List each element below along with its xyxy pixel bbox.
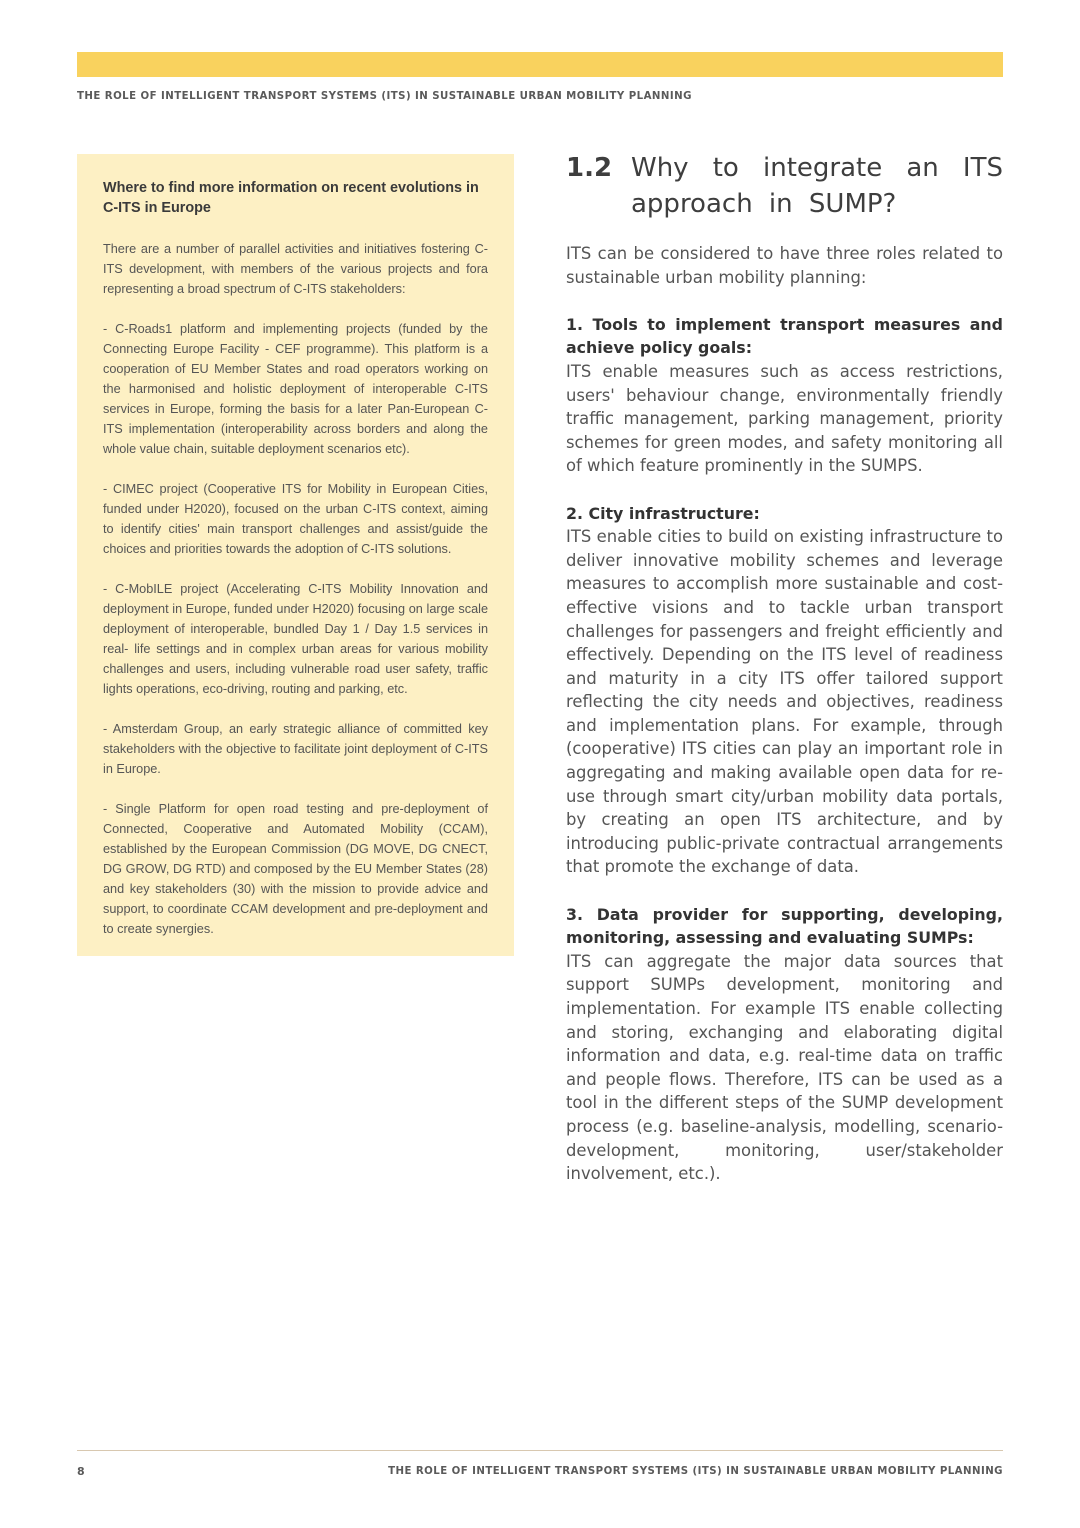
running-header: THE ROLE OF INTELLIGENT TRANSPORT SYSTEMS (ITS) IN SUSTAINABLE URBAN MOBILITY PLANNING — [77, 91, 692, 102]
sidebox-paragraph: - C-Roads1 platform and implementing projects (funded by the Connecting Europe Facility - CEF programme). This platform is a cooperation of EU Member States and road operators working on the harmonised and holistic deployment of interoperable C-ITS services in Europe, forming the basis for a later Pan-European C-ITS implementation (interoperability across borders and along the whole value chain, suitable deployment scenarios etc). — [103, 322, 488, 456]
role-heading: 2. City infrastructure: — [566, 503, 760, 523]
page-number: 8 — [77, 1465, 85, 1478]
header-accent-bar — [77, 52, 1003, 77]
role-heading: 3. Data provider for supporting, developing, monitoring, assessing and evaluating SUMPs: — [566, 904, 1003, 948]
main-column — [566, 150, 1003, 1186]
footer-divider — [77, 1450, 1003, 1451]
sidebox-paragraph: - CIMEC project (Cooperative ITS for Mobility in European Cities, funded under H2020), focused on the urban C-ITS context, aiming to identify cities' main transport challenges and assist/guide the choices and priorities towards the adoption of C-ITS solutions. — [103, 482, 488, 556]
role-body: ITS can aggregate the major data sources that support SUMPs development, monitoring and implementation. For example ITS enable collecting and storing, exchanging and elaborating digital information and data, e.g. real-time data on traffic and people flows. Therefore, ITS can be used as a tool in the different steps of the SUMP development process (e.g. baseline-analysis, modelling, scenario-development, monitoring, user/stakeholder involvement, etc.). — [566, 951, 1003, 1184]
info-sidebox — [77, 154, 514, 956]
section-title: Why to integrate an ITS approach in SUMP? — [631, 153, 1003, 219]
sidebox-paragraph: - C-MobILE project (Accelerating C-ITS Mobility Innovation and deployment in Europe, funded under H2020) focusing on large scale deployment of interoperable, bundled Day 1 / Day 1.5 services in real- life settings and in complex urban areas for various mobility challenges and users, including vulnerable road user safety, traffic lights operations, eco-driving, routing and parking, etc. — [103, 582, 488, 696]
role-heading: 1. Tools to implement transport measures and achieve policy goals: — [566, 314, 1003, 358]
section-heading — [566, 150, 1003, 222]
sidebox-paragraph: - Single Platform for open road testing and pre-deployment of Connected, Cooperative and Automated Mobility (CCAM), established by the European Commission (DG MOVE, DG CNECT, DG GROW, DG RTD) and composed by the EU Member States (28) and key stakeholders (30) with the mission to provide advice and support, to coordinate CCAM development and pre-deployment and to create synergies. — [103, 802, 488, 936]
intro-paragraph: ITS can be considered to have three roles related to sustainable urban mobility planning: — [566, 244, 1003, 287]
sidebox-title: Where to find more information on recent evolutions in C-ITS in Europe — [103, 180, 479, 216]
sidebox-paragraph: - Amsterdam Group, an early strategic alliance of committed key stakeholders with the objective to facilitate joint deployment of C-ITS in Europe. — [103, 722, 488, 776]
role-body: ITS enable measures such as access restrictions, users' behaviour change, environmentally friendly traffic management, parking management, priority schemes for green modes, and safety monitoring all of which feature prominently in the SUMPS. — [566, 361, 1003, 476]
sidebox-paragraph: There are a number of parallel activities and initiatives fostering C-ITS development, with members of the various projects and fora representing a broad spectrum of C-ITS stakeholders: — [103, 242, 488, 296]
section-number: 1.2 — [566, 153, 613, 183]
running-footer: THE ROLE OF INTELLIGENT TRANSPORT SYSTEMS (ITS) IN SUSTAINABLE URBAN MOBILITY PLANNING — [388, 1466, 1003, 1477]
role-body: ITS enable cities to build on existing infrastructure to deliver innovative mobility schemes and leverage measures to accomplish more sustainable and cost-effective visions and to tackle urban transport challenges for passengers and freight efficiently and effectively. Depending on the ITS level of readiness and maturity in a city ITS offer tailored support reflecting the city needs and objectives, readiness and implementation plans. For example, through (cooperative) ITS cities can play an important role in aggregating and making available open data for re-use through smart city/urban mobility data portals, by creating an open ITS architecture, and by introducing public-private contractual arrangements that promote the exchange of data. — [566, 527, 1003, 877]
